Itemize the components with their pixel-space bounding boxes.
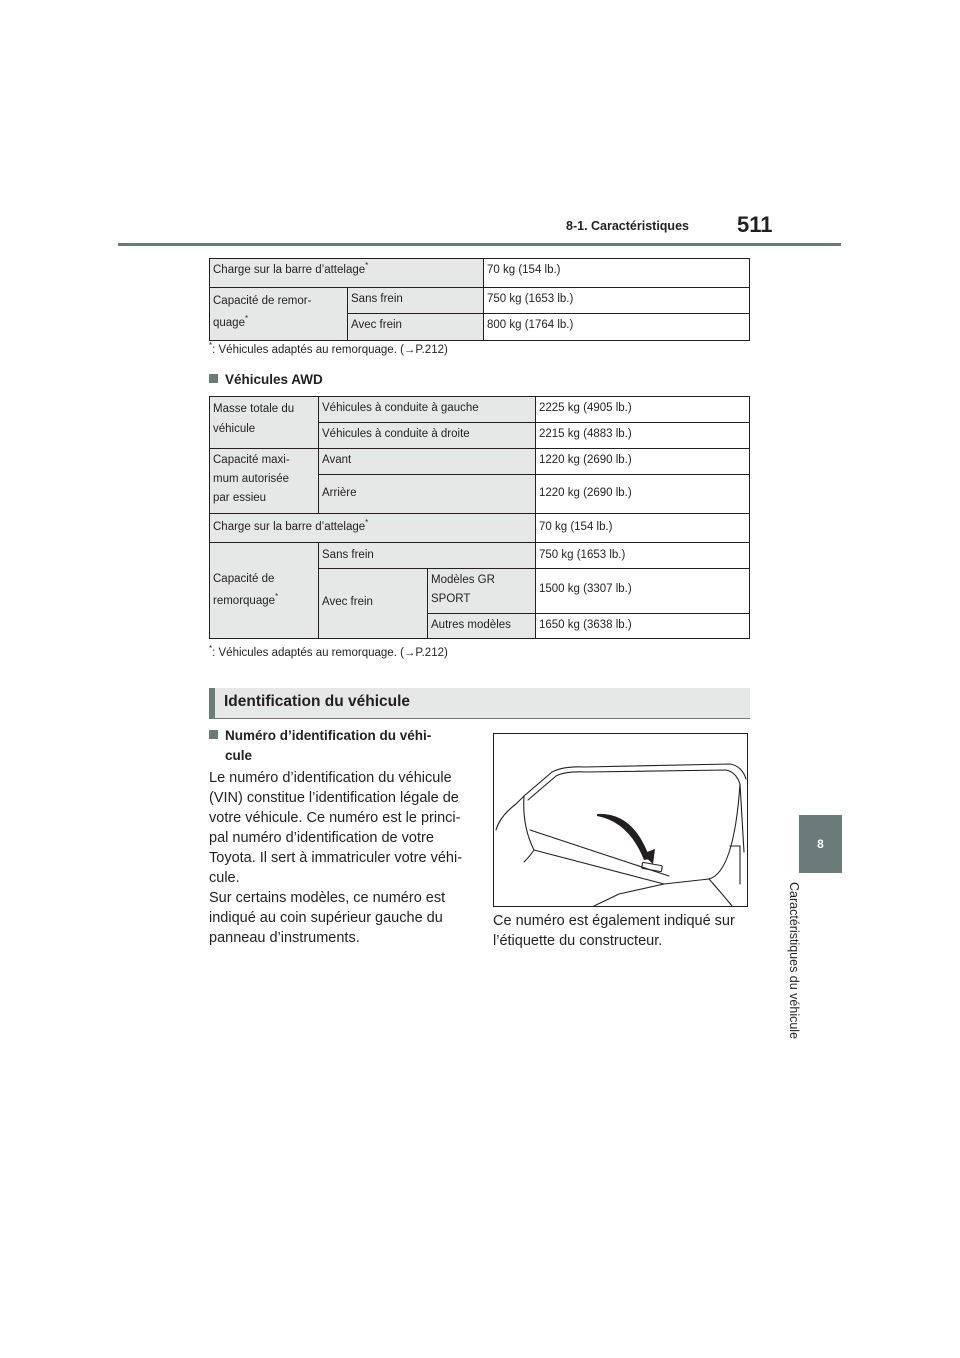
table-cell-sub: Véhicules à conduite à gauche [318, 396, 536, 423]
table-cell-value: 1220 kg (2690 lb.) [535, 474, 750, 514]
table-cell-value: 2215 kg (4883 lb.) [535, 422, 750, 449]
table-row-label: Masse totale du véhicule [209, 396, 319, 449]
table-cell-sub: Avant [318, 448, 536, 475]
section-heading-bar [209, 688, 750, 719]
footnote: *: Véhicules adaptés au remorquage. (→P.212) [209, 341, 448, 356]
table-cell-sub: Véhicules à conduite à droite [318, 422, 536, 449]
page-number: 511 [737, 212, 773, 237]
table-cell-value: 1220 kg (2690 lb.) [535, 448, 750, 475]
table-cell-sub: Sans frein [318, 542, 536, 569]
table-cell-value: 1650 kg (3638 lb.) [535, 613, 750, 639]
table-cell-value: 2225 kg (4905 lb.) [535, 396, 750, 423]
header-rule [118, 243, 841, 246]
windshield-illustration [493, 733, 748, 907]
table-cell-value: 800 kg (1764 lb.) [483, 313, 750, 341]
vin-paragraph-2: Sur certains modèles, ce numéro est indiqué au coin supérieur gauche du panneau d’instruments. [209, 890, 446, 946]
table-row-label: Capacité maxi- mum autorisée par essieu [209, 448, 319, 514]
bullet-square-icon [209, 730, 218, 739]
table-cell-value: 1500 kg (3307 lb.) [535, 568, 750, 614]
table-row-label: Capacité de remorquage* [209, 542, 319, 639]
table-cell-value: 70 kg (154 lb.) [535, 513, 750, 543]
section-title: Identification du véhicule [224, 693, 411, 710]
table-cell-sub: Sans frein [347, 287, 484, 314]
chapter-side-label [782, 882, 806, 1057]
windshield-vin-drawing [494, 734, 747, 906]
table-cell-sub: Avec frein [347, 313, 484, 341]
table-row-label: Charge sur la barre d’attelage* [209, 258, 484, 288]
table-cell-sub: Autres modèles [427, 613, 536, 639]
chapter-tab: 8 [799, 815, 842, 873]
table-row-label: Charge sur la barre d’attelage* [209, 513, 536, 543]
running-header-section: 8-1. Caractéristiques [566, 219, 689, 233]
chapter-side-label-text: Caractéristiques du véhicule [787, 882, 801, 1040]
table-row-label: Capacité de remor- quage* [209, 287, 348, 341]
table-cell-sub: Arrière [318, 474, 536, 514]
table-cell-value: 750 kg (1653 lb.) [535, 542, 750, 569]
awd-heading: Véhicules AWD [209, 372, 323, 387]
footnote: *: Véhicules adaptés au remorquage. (→P.212) [209, 644, 448, 659]
section-accent [209, 688, 215, 718]
table-cell-sub: Avec frein [318, 568, 428, 639]
vin-paragraph-1: Le numéro d’identification du véhicule (VIN) constitue l’identification légale de votre véhicule. Ce numéro est le princi- pal numéro d’identification de votre Toyota. Il sert à immatriculer votre véhi- cule. [209, 770, 463, 886]
table-cell-sub: Modèles GR SPORT [427, 568, 536, 614]
figure-caption: Ce numéro est également indiqué sur l’étiquette du constructeur. [493, 913, 735, 949]
vin-heading: Numéro d’identification du véhi- cule [209, 726, 431, 766]
table-cell-value: 70 kg (154 lb.) [483, 258, 750, 288]
table-cell-value: 750 kg (1653 lb.) [483, 287, 750, 314]
bullet-square-icon [209, 374, 218, 383]
